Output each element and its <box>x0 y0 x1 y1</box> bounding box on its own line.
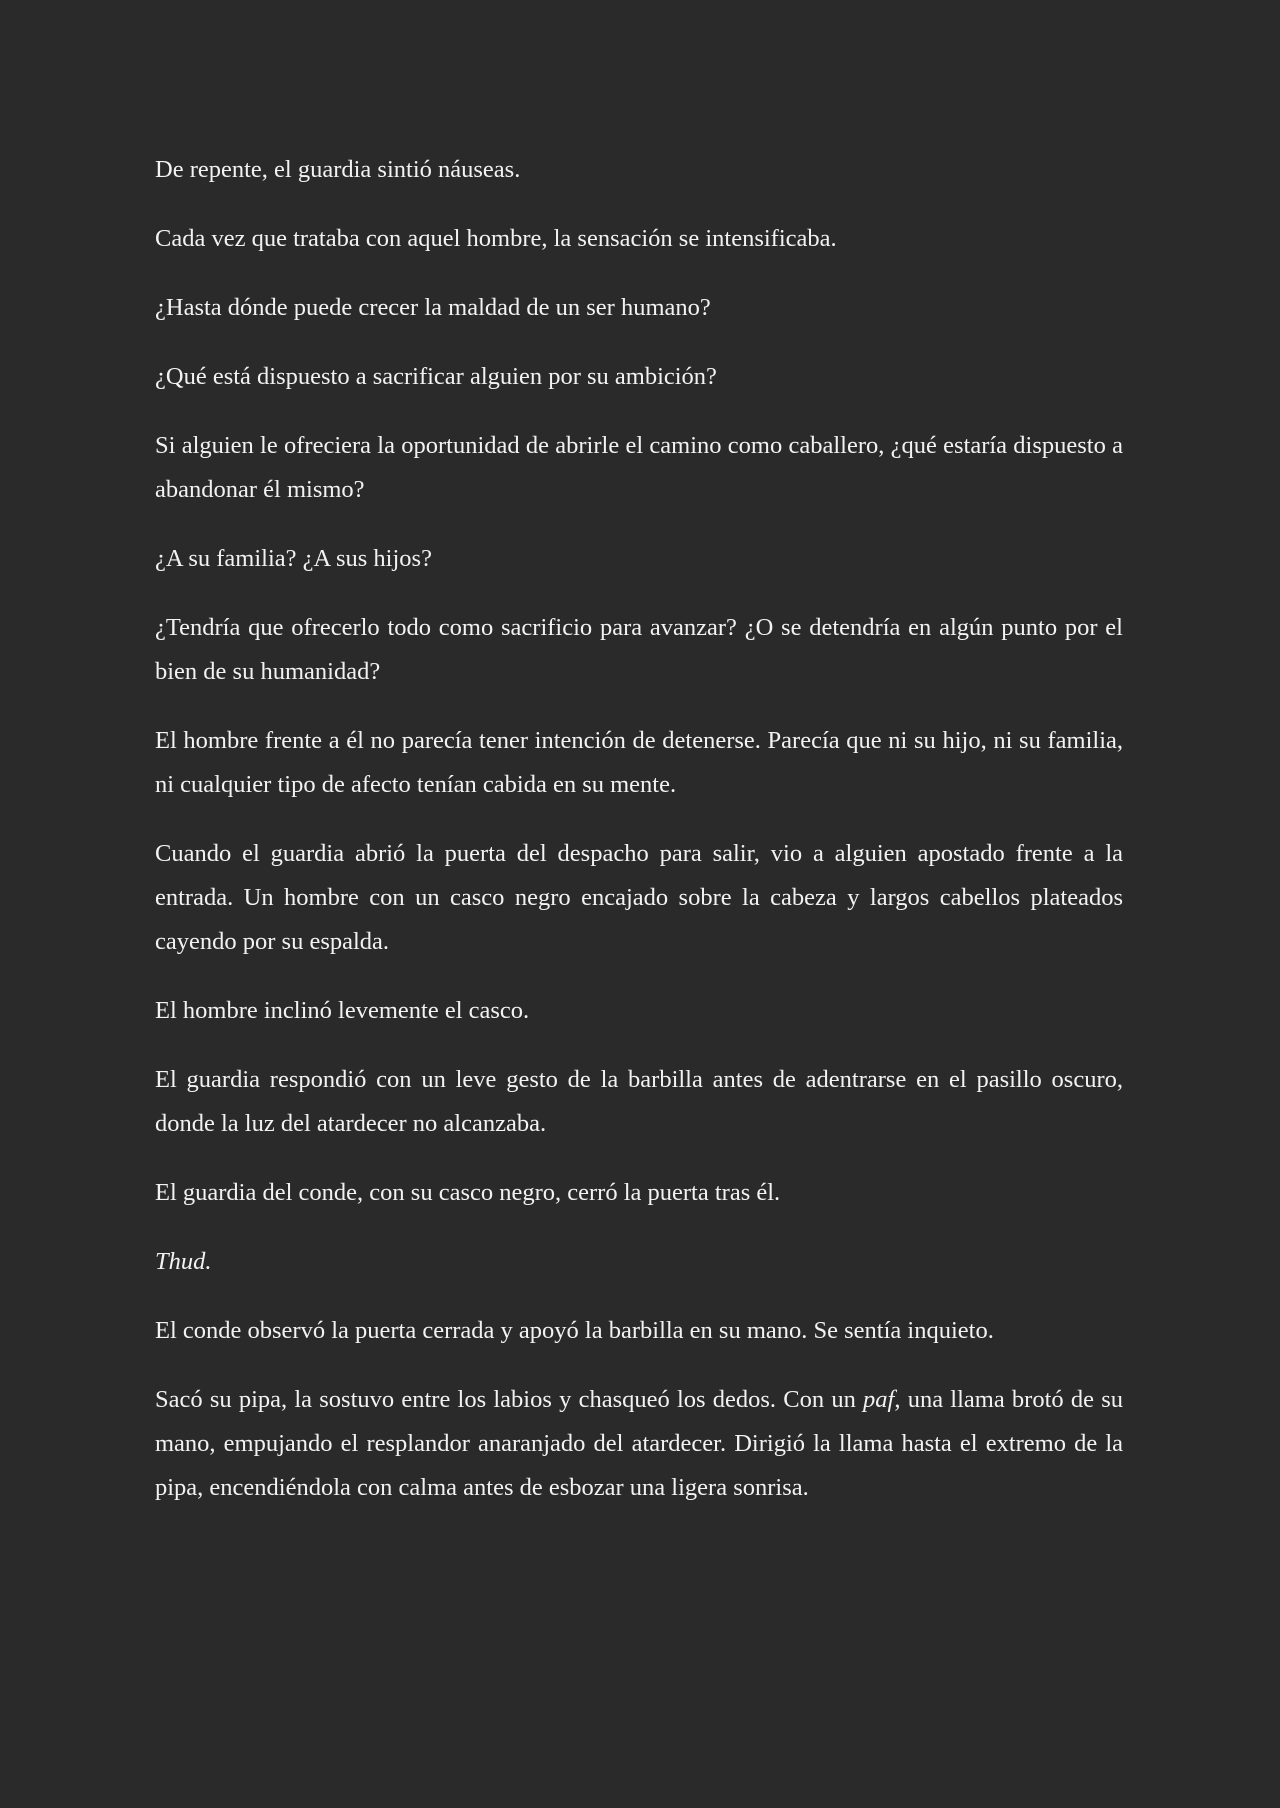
sound-effect-paragraph: Thud. <box>155 1248 212 1275</box>
paragraph: ¿Tendría que ofrecerlo todo como sacrificio para avanzar? ¿O se detendría en algún punto por el bien de su humanidad? <box>155 614 1123 685</box>
paragraph-text-before: Sacó su pipa, la sostuvo entre los labios y chasqueó los dedos. Con un <box>155 1386 864 1413</box>
paragraph: El guardia respondió con un leve gesto de la barbilla antes de adentrarse en el pasillo oscuro, donde la luz del atardecer no alcanzaba. <box>155 1066 1123 1137</box>
paragraph-text-after: , una llama brotó de su mano, empujando el resplandor anaranjado del atardecer. Dirigió la llama hasta el extremo de la pipa, encendiéndola con calma antes de esbozar una ligera sonrisa. <box>155 1386 1123 1501</box>
paragraph: ¿Hasta dónde puede crecer la maldad de un ser humano? <box>155 294 711 321</box>
paragraph: ¿A su familia? ¿A sus hijos? <box>155 545 432 572</box>
paragraph: El conde observó la puerta cerrada y apoyó la barbilla en su mano. Se sentía inquieto. <box>155 1317 994 1344</box>
paragraph: El guardia del conde, con su casco negro, cerró la puerta tras él. <box>155 1179 781 1206</box>
paragraph: Cada vez que trataba con aquel hombre, la sensación se intensificaba. <box>155 225 837 252</box>
paragraph: Si alguien le ofreciera la oportunidad de abrirle el camino como caballero, ¿qué estaría dispuesto a abandonar él mismo? <box>155 432 1123 503</box>
paragraph: El hombre frente a él no parecía tener intención de detenerse. Parecía que ni su hijo, ni su familia, ni cualquier tipo de afecto tenían cabida en su mente. <box>155 727 1123 798</box>
paragraph: El hombre inclinó levemente el casco. <box>155 997 530 1024</box>
reader-page <box>155 148 1123 1535</box>
paragraph: De repente, el guardia sintió náuseas. <box>155 156 521 183</box>
emphasis-text: paf <box>863 1386 895 1413</box>
paragraph: ¿Qué está dispuesto a sacrificar alguien por su ambición? <box>155 363 717 390</box>
paragraph-with-emphasis <box>155 1378 1123 1510</box>
paragraph: Cuando el guardia abrió la puerta del despacho para salir, vio a alguien apostado frente a la entrada. Un hombre con un casco negro encajado sobre la cabeza y largos cabellos plateados cayendo por su espalda. <box>155 840 1123 955</box>
